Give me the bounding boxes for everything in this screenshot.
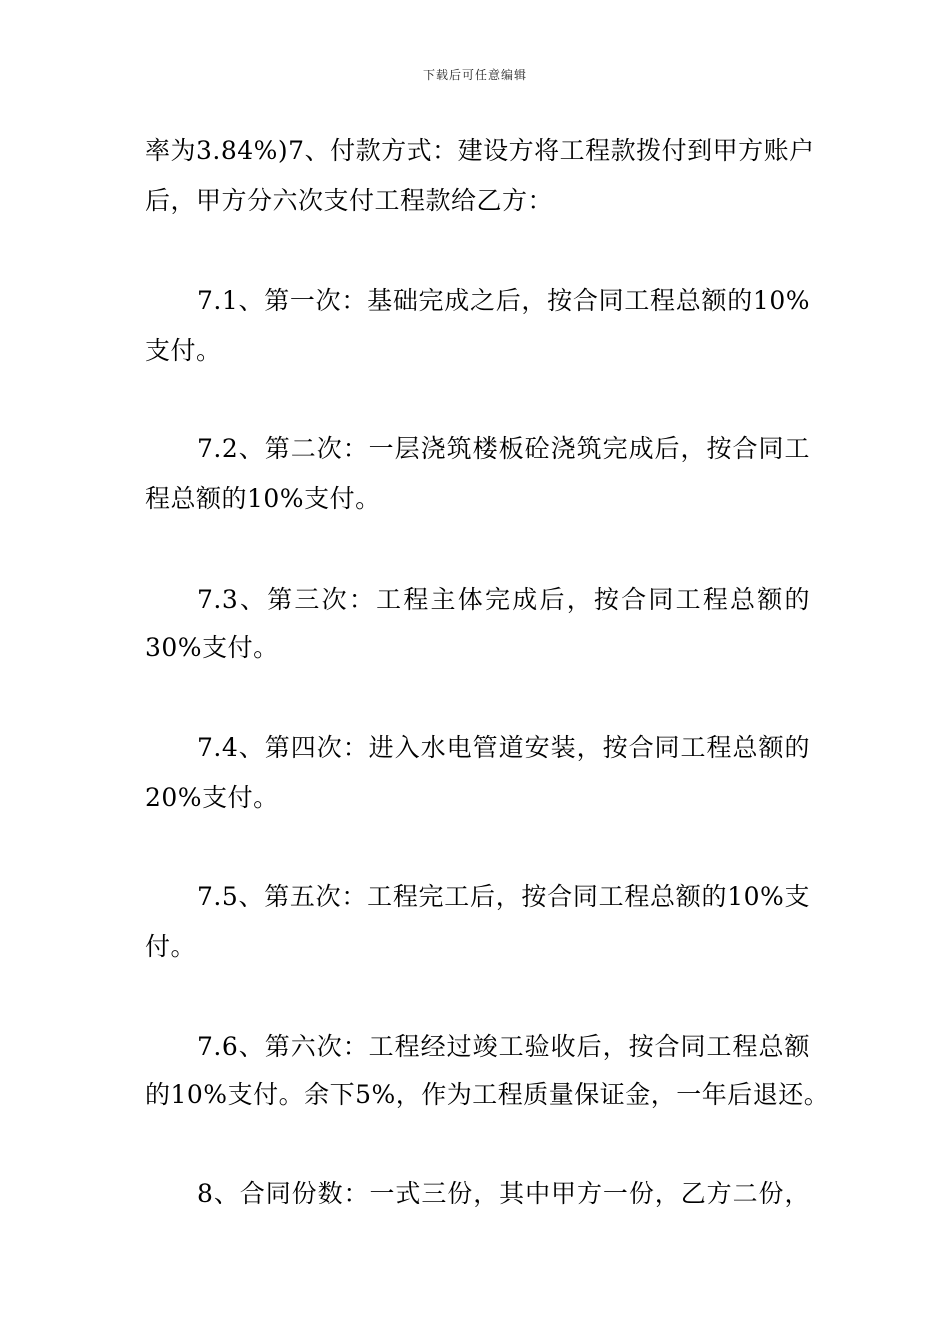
paragraph-line: 20%支付。 [145,783,279,812]
paragraph-line: 支付。 [145,336,222,365]
paragraph-line: 7.2、第二次：一层浇筑楼板砼浇筑完成后，按合同工 [197,434,810,463]
paragraph-line: 7.5、第五次：工程完工后，按合同工程总额的10%支 [197,882,810,911]
paragraph-line: 30%支付。 [145,633,279,662]
paragraph-line: 7.6、第六次：工程经过竣工验收后，按合同工程总额 [197,1032,810,1061]
paragraph-line: 8、合同份数：一式三份，其中甲方一份，乙方二份， [197,1179,810,1208]
paragraph-line: 付。 [145,932,197,961]
paragraph-line: 的10%支付。余下5%，作为工程质量保证金，一年后退还。 [145,1080,830,1109]
paragraph-line: 7.3、第三次：工程主体完成后，按合同工程总额的 [197,585,810,614]
paragraph-line: 后，甲方分六次支付工程款给乙方： [145,186,554,215]
page-header: 下载后可任意编辑 [422,68,527,82]
paragraph-line: 7.1、第一次：基础完成之后，按合同工程总额的10% [197,286,810,315]
paragraph-line: 7.4、第四次：进入水电管道安装，按合同工程总额的 [197,733,810,762]
paragraph-line: 率为3.84%)7、付款方式：建设方将工程款拨付到甲方账户 [145,136,815,165]
paragraph-line: 程总额的10%支付。 [145,484,381,513]
